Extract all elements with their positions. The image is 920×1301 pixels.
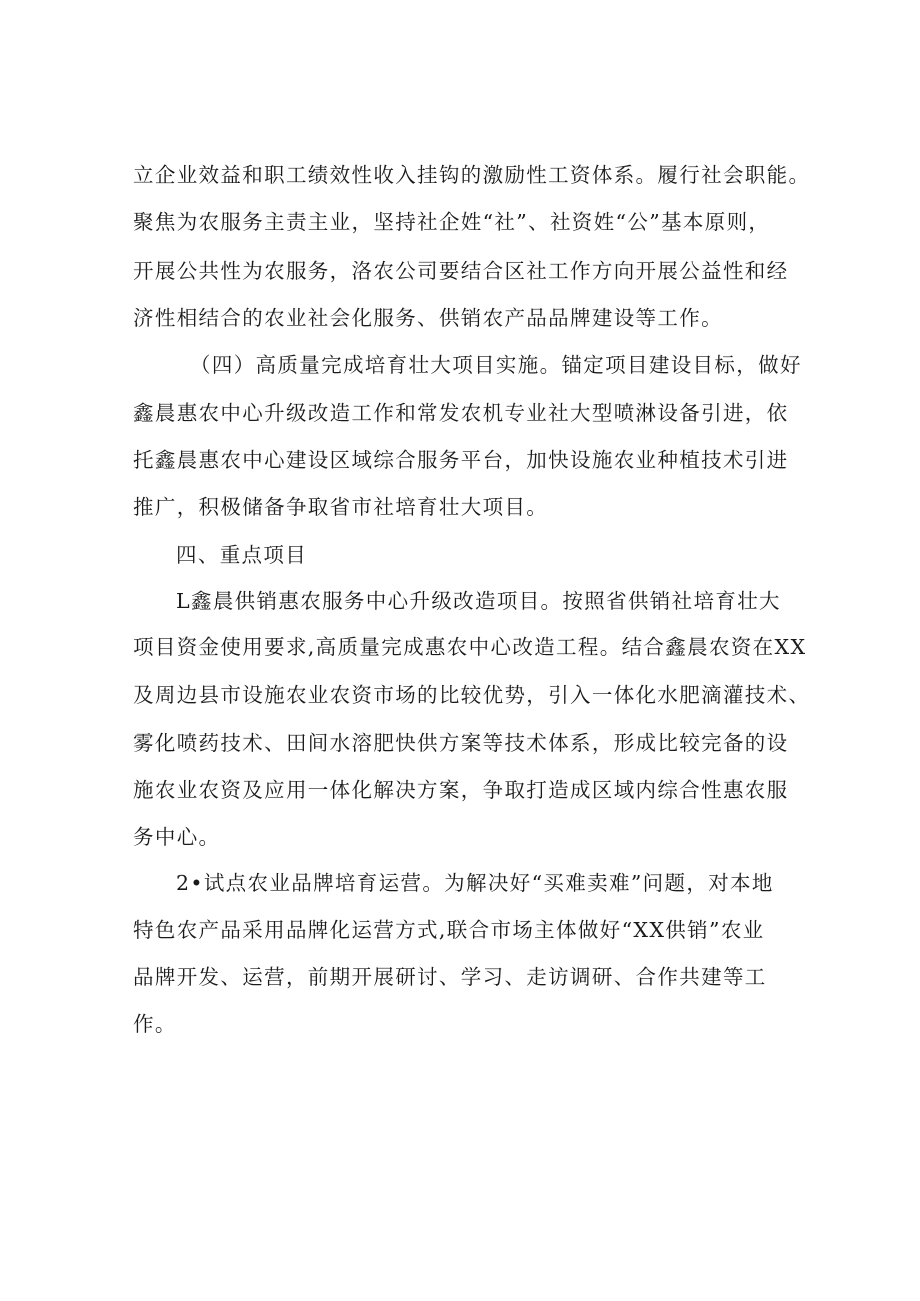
text-line: 立企业效益和职工绩效性收入挂钩的激励性工资体系。履行社会职能。 [133,163,811,187]
text-line: 聚焦为农服务主责主业，坚持社企姓“社”、社资姓“公”基本原则， [133,210,771,234]
text-line: 开展公共性为农服务，洛农公司要结合区社工作方向开展公益性和经 [133,259,789,283]
text-line: 项目资金使用要求,高质量完成惠农中心改造工程。结合鑫晨农资在XX [133,635,807,659]
text-line: 济性相结合的农业社会化服务、供销农产品品牌建设等工作。 [133,306,723,330]
text-line: 作。 [133,1012,177,1036]
text-line: 及周边县市设施农业农资市场的比较优势，引入一体化水肥滴灌技术、 [133,683,811,707]
text-line: 鑫晨惠农中心升级改造工作和常发农机专业社大型喷淋设备引进，依 [133,401,789,425]
text-line: 务中心。 [133,825,221,849]
text-line: 特色农产品采用品牌化运营方式,联合市场主体做好“XX供销”农业 [133,918,765,942]
text-line: 品牌开发、运营，前期开展研讨、学习、走访调研、合作共建等工 [133,965,767,989]
text-line: 施农业农资及应用一体化解决方案，争取打造成区域内综合性惠农服 [133,778,789,802]
text-line: L鑫晨供销惠农服务中心升级改造项目。按照省供销社培育壮大 [176,589,781,613]
text-line: （四）高质量完成培育壮大项目实施。锚定项目建设目标，做好 [190,353,802,377]
text-line: 托鑫晨惠农中心建设区域综合服务平台，加快设施农业种植技术引进 [133,448,789,472]
text-line: 2•试点农业品牌培育运营。为解决好“买难卖难”问题，对本地 [176,871,774,895]
text-line: 雾化喷药技术、田间水溶肥快供方案等技术体系，形成比较完备的设 [133,731,789,755]
text-line: 推广，积极储备争取省市社培育壮大项目。 [133,495,549,519]
section-heading: 四、重点项目 [176,543,308,567]
